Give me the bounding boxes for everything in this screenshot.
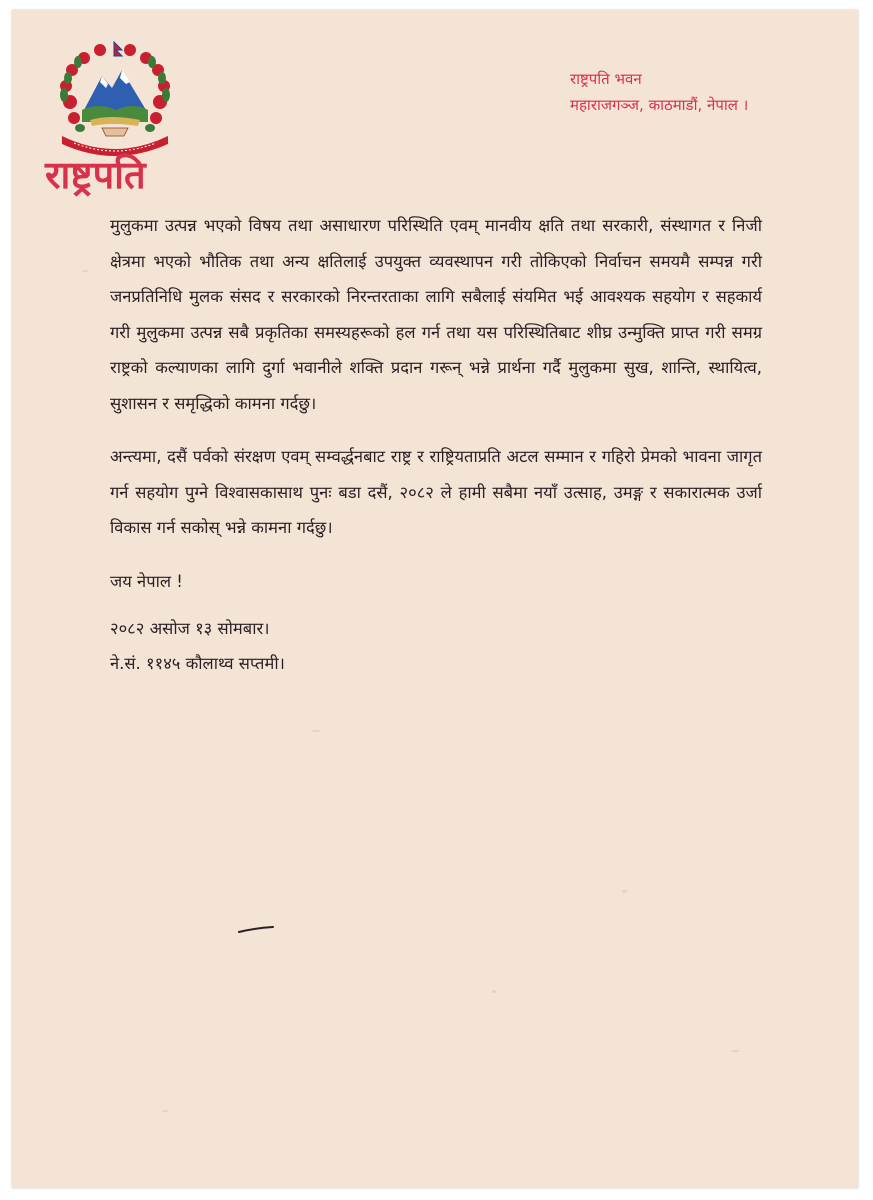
paper-fiber <box>162 1110 168 1112</box>
letter-body <box>110 208 762 681</box>
date-line-1: २०८२ असोज १३ सोमबार। <box>110 618 270 638</box>
paper-fiber <box>492 990 496 993</box>
letter-page <box>12 10 858 1188</box>
address-line-2: महाराजगञ्ज, काठमाडौं, नेपाल । <box>570 96 749 114</box>
closing-salutation: जय नेपाल ! <box>110 571 183 591</box>
letterhead-title: राष्ट्रपति <box>45 153 146 197</box>
paper-fiber <box>82 270 88 272</box>
pen-stroke-mark <box>237 924 277 936</box>
paper-fiber <box>312 730 320 732</box>
spacer <box>110 599 762 611</box>
body-paragraph-2: अन्त्यमा, दसैं पर्वको संरक्षण एवम् सम्वर्द्धनबाट राष्ट्र र राष्ट्रियताप्रति अटल सम्मान र गहिरो प्रेमको भावना जागृत गर्न सहयोग पुग्ने विश्वासकासाथ पुनः बडा दसैं, २०८२ ले हामी सबैमा नयाँ उत्साह, उमङ्ग र सकारात्मक उर्जा विकास गर्न सकोस् भन्ने कामना गर्दछु। <box>110 447 762 537</box>
letterhead-address <box>570 66 748 118</box>
paper-fiber <box>732 1050 739 1052</box>
nepal-coat-of-arms-icon <box>50 40 180 160</box>
body-paragraph-1: मुलुकमा उत्पन्न भएको विषय तथा असाधारण परिस्थिति एवम् मानवीय क्षति तथा सरकारी, संस्थागत र निजी क्षेत्रमा भएको भौतिक तथा अन्य क्षतिलाई उपयुक्त व्यवस्थापन गरी तोकिएको निर्वाचन समयमै सम्पन्न गरी जनप्रतिनिधि मुलक संसद र सरकारको निरन्तरताका लागि सबैलाई संयमित भई आवश्यक सहयोग र सहकार्य गरी मुलुकमा उत्पन्न सबै प्रकृतिका समस्यहरूको हल गर्न तथा यस परिस्थितिबाट शीघ्र उन्मुक्ति प्राप्त गरी समग्र राष्ट्रको कल्याणका लागि दुर्गा भवानीले शक्ति प्रदान गरून् भन्ने प्रार्थना गर्दै मुलुकमा सुख, शान्ति, स्थायित्व, सुशासन र समृद्धिको कामना गर्दछु। <box>110 216 762 413</box>
address-line-1: राष्ट्रपति भवन <box>570 70 642 88</box>
date-line-2: ने.सं. ११४५ कौलाथ्व सप्तमी। <box>110 653 285 673</box>
paper-fiber <box>622 890 627 893</box>
